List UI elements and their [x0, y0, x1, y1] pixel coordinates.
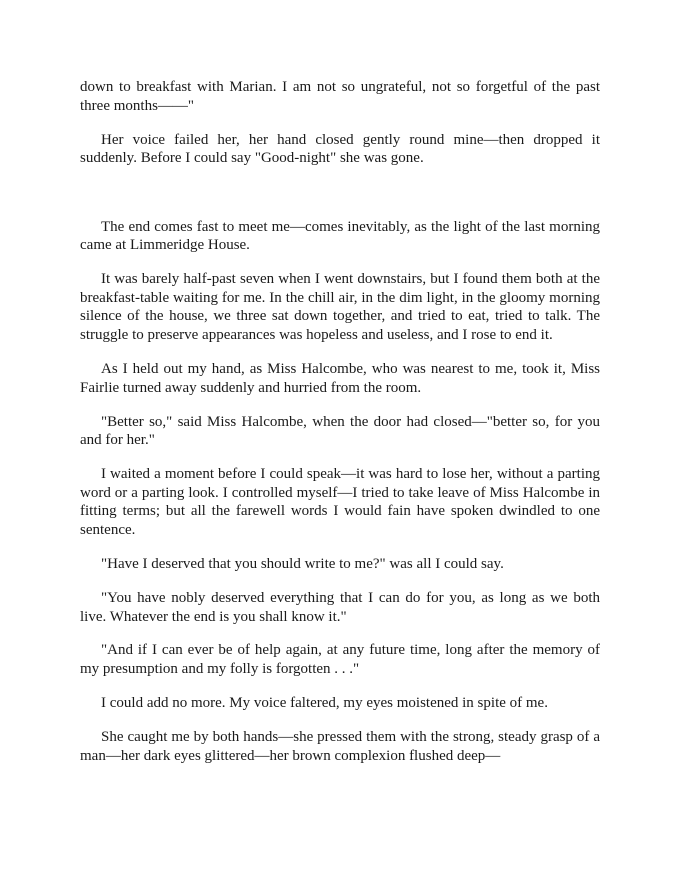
paragraph: "Better so," said Miss Halcombe, when the door had closed—"better so, for you and for her." [80, 413, 600, 449]
page-text [80, 78, 600, 781]
paragraph: Her voice failed her, her hand closed gently round mine—then dropped it suddenly. Before I could say "Good-night" she was gone. [80, 131, 600, 167]
paragraph: As I held out my hand, as Miss Halcombe, who was nearest to me, took it, Miss Fairlie turned away suddenly and hurried from the room. [80, 361, 600, 396]
paragraph: "Have I deserved that you should write to me?" was all I could say. [101, 555, 504, 572]
paragraph: She caught me by both hands—she pressed them with the strong, steady grasp of a man—her dark eyes glittered—her brown complexion flushed deep— [80, 729, 600, 764]
paragraph: "You have nobly deserved everything that I can do for you, as long as we both live. Whatever the end is you shall know it." [80, 589, 600, 625]
paragraph: The end comes fast to meet me—comes inevitably, as the light of the last morning came at Limmeridge House. [80, 218, 600, 254]
paragraph: "And if I can ever be of help again, at any future time, long after the memory of my presumption and my folly is forgotten . . ." [80, 642, 600, 678]
paragraph-continued: down to breakfast with Marian. I am not so ungrateful, not so forgetful of the past three months——" [80, 79, 600, 114]
paragraph: It was barely half-past seven when I went downstairs, but I found them both at the breakfast-table waiting for me. In the chill air, in the dim light, in the gloomy morning silence of the house, we three sat down together, and tried to eat, tried to talk. The struggle to preserve appearances was hopeless and useless, and I rose to end it. [80, 271, 600, 344]
section-break [80, 183, 600, 218]
paragraph: I waited a moment before I could speak—it was hard to lose her, without a parting word or a parting look. I controlled myself—I tried to take leave of Miss Halcombe in fitting terms; but all the farewell words I would fain have spoken dwindled to one sentence. [80, 466, 600, 538]
paragraph: I could add no more. My voice faltered, my eyes moistened in spite of me. [101, 695, 548, 712]
